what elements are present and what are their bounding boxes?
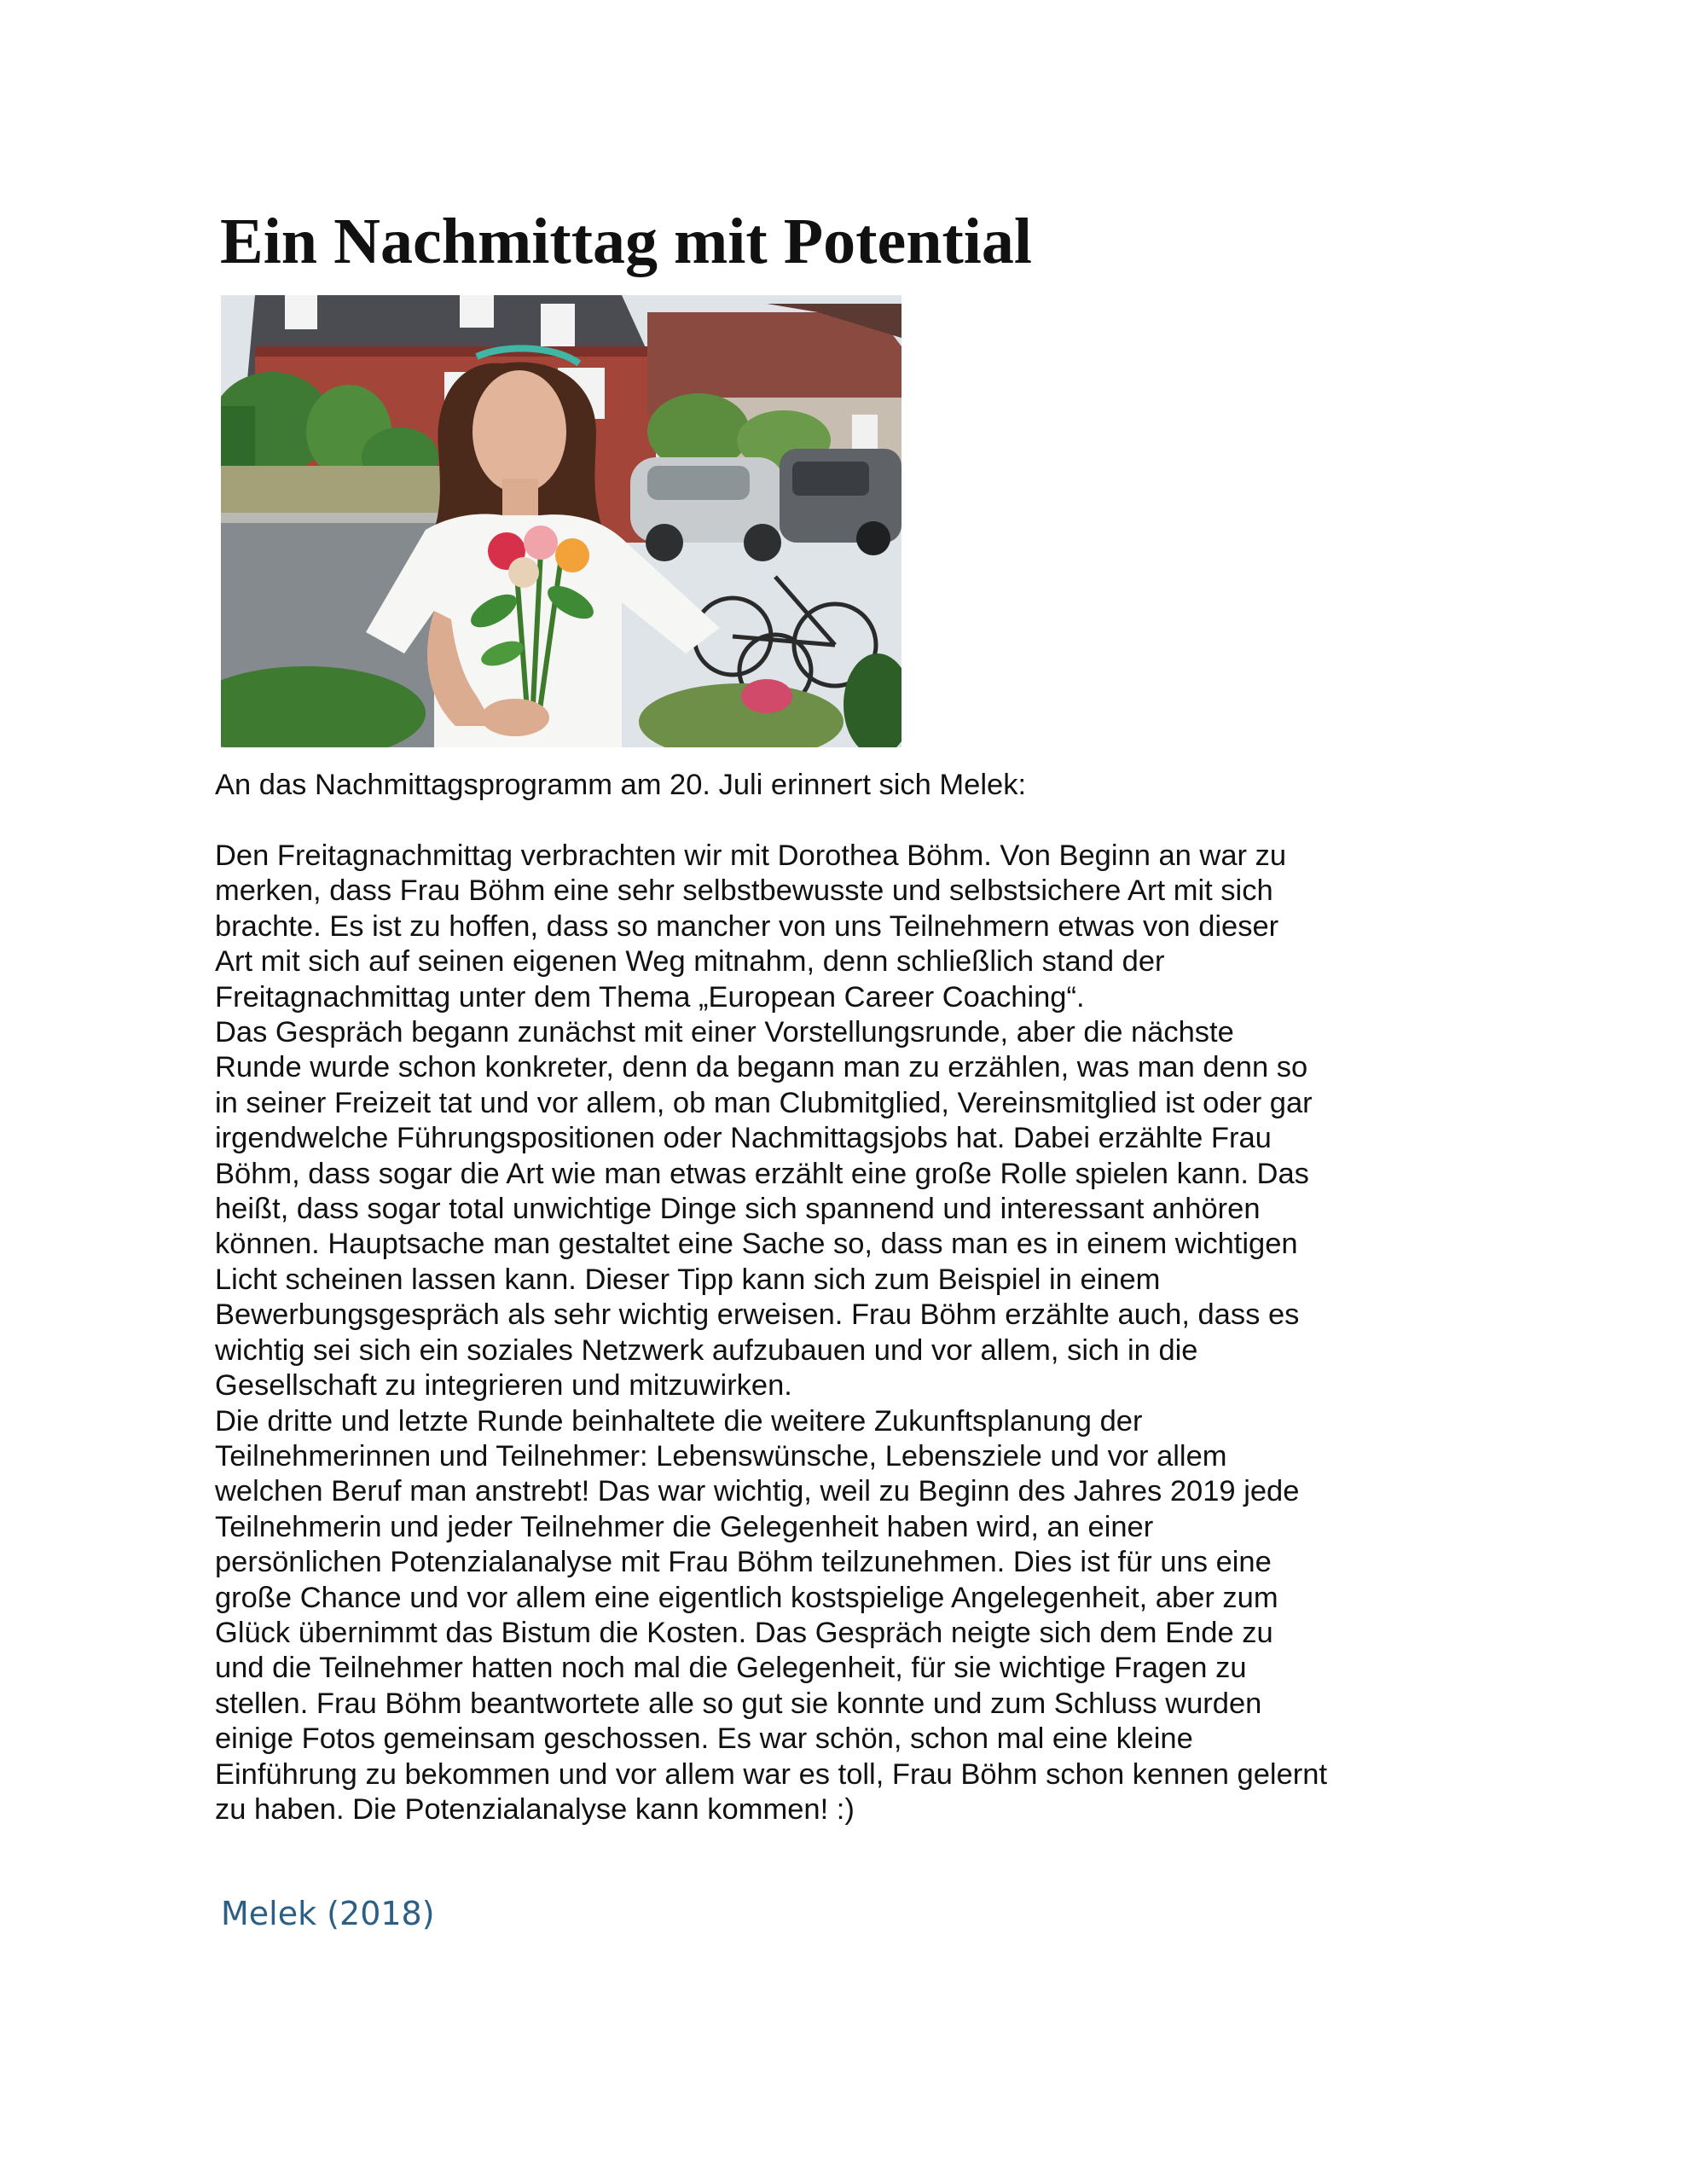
body-line: persönlichen Potenzialanalyse mit Frau Böhm teilzunehmen. Dies ist für uns eine xyxy=(215,1546,1272,1579)
body-line: Licht scheinen lassen kann. Dieser Tipp kann sich zum Beispiel in einem xyxy=(215,1263,1161,1296)
body-line: Teilnehmerinnen und Teilnehmer: Lebenswünsche, Lebensziele und vor allem xyxy=(215,1439,1227,1472)
body-line: einige Fotos gemeinsam geschossen. Es war schön, schon mal eine kleine xyxy=(215,1722,1193,1756)
body-line: zu haben. Die Potenzialanalyse kann kommen! :) xyxy=(215,1792,855,1826)
photo-window xyxy=(285,295,317,329)
body-line: Den Freitagnachmittag verbrachten wir mit Dorothea Böhm. Von Beginn an war zu xyxy=(215,839,1287,872)
body-line: irgendwelche Führungspositionen oder Nachmittagsjobs hat. Dabei erzählte Frau xyxy=(215,1122,1272,1155)
body-line: Glück übernimmt das Bistum die Kosten. Das Gespräch neigte sich dem Ende zu xyxy=(215,1616,1273,1649)
body-line: in seiner Freizeit tat und vor allem, ob man Clubmitglied, Vereinsmitglied ist oder gar xyxy=(215,1086,1313,1119)
photo-rose xyxy=(508,557,539,588)
photo-window xyxy=(460,295,494,328)
body-line: Das Gespräch begann zunächst mit einer Vorstellungsrunde, aber die nächste xyxy=(215,1016,1234,1049)
body-line: Bewerbungsgespräch als sehr wichtig erweisen. Frau Böhm erzählte auch, dass es xyxy=(215,1298,1300,1332)
body-line: Gesellschaft zu integrieren und mitzuwirken. xyxy=(215,1369,792,1403)
body-line: Böhm, dass sogar die Art wie man etwas erzählt eine große Rolle spielen kann. Das xyxy=(215,1157,1309,1190)
article-intro: An das Nachmittagsprogramm am 20. Juli erinnert sich Melek: xyxy=(215,769,1027,801)
article-photo xyxy=(221,295,901,747)
article-body xyxy=(215,839,1460,1827)
body-line: heißt, dass sogar total unwichtige Dinge sich spannend und interessant anhören xyxy=(215,1193,1261,1226)
body-line: Freitagnachmittag unter dem Thema „European Career Coaching“. xyxy=(215,980,1085,1014)
article-title: Ein Nachmittag mit Potential xyxy=(220,206,1033,277)
photo-rose xyxy=(524,526,558,560)
body-line: Runde wurde schon konkreter, denn da begann man zu erzählen, was man denn so xyxy=(215,1051,1308,1084)
photo-person-face xyxy=(472,370,566,493)
body-line: wichtig sei sich ein soziales Netzwerk aufzubauen und vor allem, sich in die xyxy=(215,1333,1198,1367)
photo-window xyxy=(541,304,575,346)
body-line: Die dritte und letzte Runde beinhaltete die weitere Zukunftsplanung der xyxy=(215,1404,1143,1438)
body-line: merken, dass Frau Böhm eine sehr selbstbewusste und selbstsichere Art mit sich xyxy=(215,874,1273,908)
body-line: welchen Beruf man anstrebt! Das war wichtig, weil zu Beginn des Jahres 2019 jede xyxy=(215,1475,1300,1508)
body-line: große Chance und vor allem eine eigentlich kostspielige Angelegenheit, aber zum xyxy=(215,1581,1278,1614)
author-signature: Melek (2018) xyxy=(221,1895,435,1932)
photo-rose xyxy=(555,538,589,572)
body-line: Art mit sich auf seinen eigenen Weg mitnahm, denn schließlich stand der xyxy=(215,945,1165,979)
body-line: brachte. Es ist zu hoffen, dass so mancher von uns Teilnehmern etwas von dieser xyxy=(215,909,1279,943)
photo-window xyxy=(852,415,878,449)
body-line: Einführung zu bekommen und vor allem war es toll, Frau Böhm schon kennen gelernt xyxy=(215,1757,1328,1791)
body-line: stellen. Frau Böhm beantwortete alle so gut sie konnte und zum Schluss wurden xyxy=(215,1687,1262,1720)
body-line: können. Hauptsache man gestaltet eine Sache so, dass man es in einem wichtigen xyxy=(215,1228,1298,1261)
body-line: Teilnehmerin und jeder Teilnehmer die Gelegenheit haben wird, an einer xyxy=(215,1510,1154,1543)
body-line: und die Teilnehmer hatten noch mal die Gelegenheit, für sie wichtige Fragen zu xyxy=(215,1652,1247,1685)
